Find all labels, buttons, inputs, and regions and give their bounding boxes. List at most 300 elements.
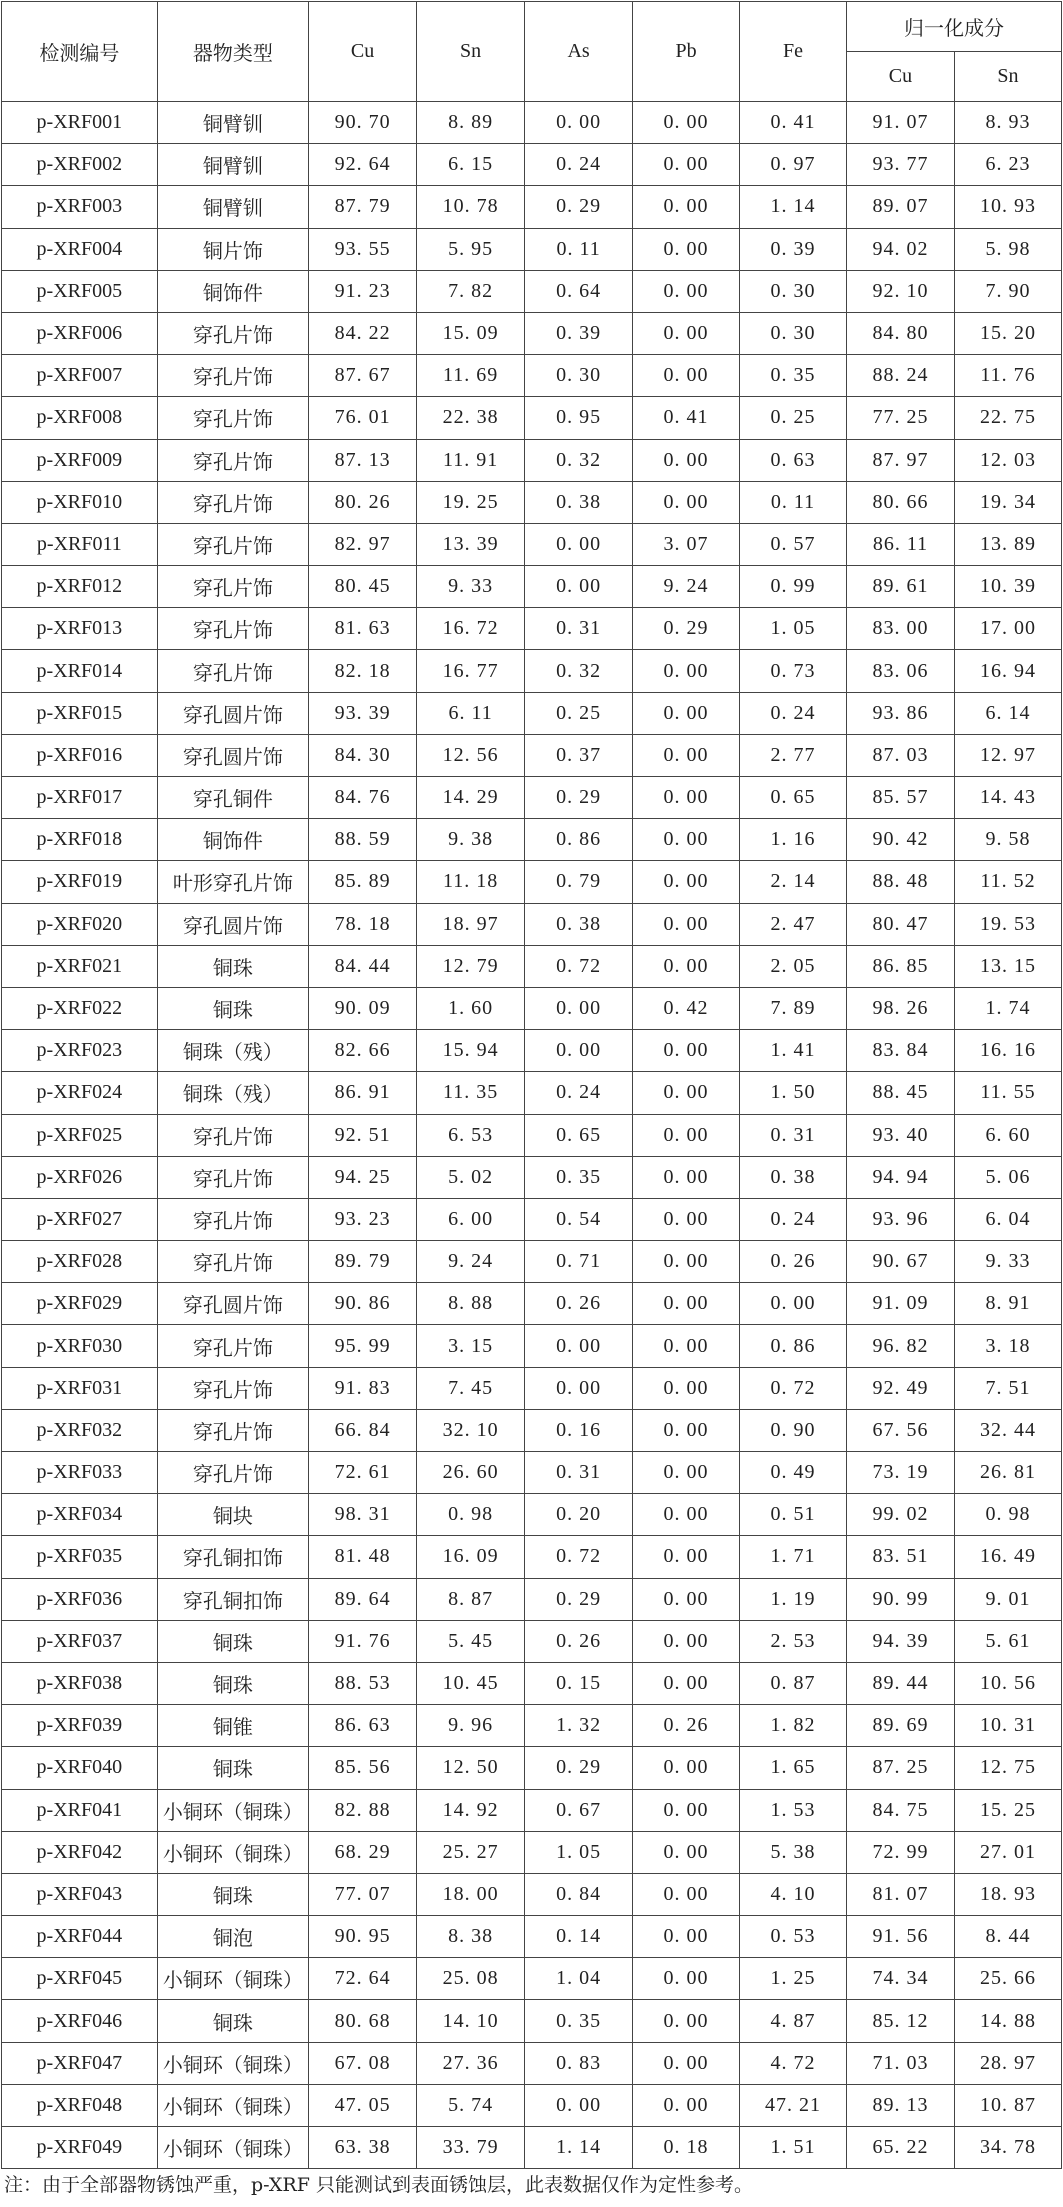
cell-pb: 0. 00 [633, 945, 740, 987]
cell-type: 小铜环（铜珠） [157, 2127, 308, 2169]
cell-sn: 14. 10 [417, 2000, 525, 2042]
cell-as: 0. 30 [525, 355, 633, 397]
cell-as: 0. 00 [525, 987, 633, 1029]
cell-pb: 0. 41 [633, 397, 740, 439]
table-row [2, 650, 1062, 692]
cell-normalized-cu: 93. 77 [846, 144, 954, 186]
cell-as: 0. 72 [525, 945, 633, 987]
cell-id: p-XRF013 [2, 608, 158, 650]
cell-as: 0. 14 [525, 1916, 633, 1958]
cell-fe: 0. 73 [740, 650, 847, 692]
table-row [2, 2042, 1062, 2084]
cell-id: p-XRF029 [2, 1283, 158, 1325]
cell-fe: 4. 10 [740, 1873, 847, 1915]
cell-id: p-XRF015 [2, 692, 158, 734]
cell-type: 穿孔铜件 [157, 777, 308, 819]
table-row [2, 481, 1062, 523]
cell-cu: 93. 55 [309, 228, 417, 270]
cell-fe: 0. 39 [740, 228, 847, 270]
cell-pb: 0. 00 [633, 692, 740, 734]
table-body [2, 102, 1062, 2169]
cell-type: 铜锥 [157, 1705, 308, 1747]
cell-pb: 0. 29 [633, 608, 740, 650]
table-row [2, 1452, 1062, 1494]
cell-fe: 0. 38 [740, 1156, 847, 1198]
cell-normalized-cu: 88. 45 [846, 1072, 954, 1114]
cell-pb: 0. 00 [633, 1198, 740, 1240]
cell-type: 穿孔圆片饰 [157, 1283, 308, 1325]
cell-id: p-XRF039 [2, 1705, 158, 1747]
cell-fe: 7. 89 [740, 987, 847, 1029]
cell-normalized-sn: 5. 98 [954, 228, 1061, 270]
cell-type: 穿孔片饰 [157, 355, 308, 397]
table-row [2, 1536, 1062, 1578]
cell-normalized-cu: 90. 42 [846, 819, 954, 861]
cell-cu: 87. 13 [309, 439, 417, 481]
cell-type: 穿孔片饰 [157, 1156, 308, 1198]
header-normalized-sn: Sn [954, 52, 1061, 102]
cell-sn: 25. 08 [417, 1958, 525, 2000]
header-pb: Pb [633, 2, 740, 102]
cell-normalized-cu: 84. 75 [846, 1789, 954, 1831]
table-row [2, 1494, 1062, 1536]
cell-normalized-sn: 16. 16 [954, 1030, 1061, 1072]
cell-type: 铜臂钏 [157, 102, 308, 144]
cell-id: p-XRF030 [2, 1325, 158, 1367]
cell-fe: 0. 63 [740, 439, 847, 481]
cell-type: 小铜环（铜珠） [157, 2042, 308, 2084]
cell-id: p-XRF009 [2, 439, 158, 481]
cell-fe: 0. 31 [740, 1114, 847, 1156]
cell-pb: 0. 00 [633, 144, 740, 186]
table-row [2, 1409, 1062, 1451]
table-row [2, 945, 1062, 987]
cell-pb: 0. 18 [633, 2127, 740, 2169]
cell-pb: 0. 00 [633, 903, 740, 945]
cell-normalized-cu: 89. 44 [846, 1662, 954, 1704]
cell-type: 小铜环（铜珠） [157, 2084, 308, 2126]
cell-normalized-sn: 6. 14 [954, 692, 1061, 734]
cell-id: p-XRF034 [2, 1494, 158, 1536]
table-row [2, 1831, 1062, 1873]
table-row [2, 397, 1062, 439]
cell-fe: 0. 86 [740, 1325, 847, 1367]
cell-normalized-sn: 27. 01 [954, 1831, 1061, 1873]
table-row [2, 777, 1062, 819]
cell-fe: 1. 19 [740, 1578, 847, 1620]
cell-as: 0. 29 [525, 1578, 633, 1620]
xrf-results-table [1, 1, 1062, 2169]
header-cu: Cu [309, 2, 417, 102]
cell-sn: 12. 50 [417, 1747, 525, 1789]
cell-normalized-sn: 9. 33 [954, 1241, 1061, 1283]
cell-fe: 1. 82 [740, 1705, 847, 1747]
cell-type: 铜珠（残） [157, 1072, 308, 1114]
cell-cu: 72. 61 [309, 1452, 417, 1494]
table-row [2, 1662, 1062, 1704]
cell-as: 0. 39 [525, 312, 633, 354]
cell-id: p-XRF028 [2, 1241, 158, 1283]
cell-id: p-XRF035 [2, 1536, 158, 1578]
cell-normalized-sn: 32. 44 [954, 1409, 1061, 1451]
cell-cu: 90. 09 [309, 987, 417, 1029]
cell-normalized-sn: 15. 20 [954, 312, 1061, 354]
cell-type: 穿孔片饰 [157, 312, 308, 354]
cell-id: p-XRF011 [2, 523, 158, 565]
cell-fe: 0. 99 [740, 566, 847, 608]
cell-sn: 9. 33 [417, 566, 525, 608]
cell-cu: 67. 08 [309, 2042, 417, 2084]
cell-type: 铜珠 [157, 945, 308, 987]
cell-normalized-sn: 12. 75 [954, 1747, 1061, 1789]
cell-fe: 2. 77 [740, 734, 847, 776]
cell-cu: 85. 89 [309, 861, 417, 903]
cell-cu: 88. 53 [309, 1662, 417, 1704]
cell-cu: 76. 01 [309, 397, 417, 439]
cell-sn: 11. 91 [417, 439, 525, 481]
table-row [2, 861, 1062, 903]
cell-type: 穿孔片饰 [157, 566, 308, 608]
cell-as: 0. 31 [525, 1452, 633, 1494]
cell-id: p-XRF033 [2, 1452, 158, 1494]
cell-normalized-sn: 25. 66 [954, 1958, 1061, 2000]
cell-as: 0. 86 [525, 819, 633, 861]
cell-cu: 95. 99 [309, 1325, 417, 1367]
cell-as: 0. 72 [525, 1536, 633, 1578]
table-header [2, 2, 1062, 102]
cell-as: 0. 32 [525, 439, 633, 481]
table-row [2, 1916, 1062, 1958]
cell-sn: 6. 15 [417, 144, 525, 186]
table-row [2, 102, 1062, 144]
cell-fe: 1. 41 [740, 1030, 847, 1072]
cell-id: p-XRF012 [2, 566, 158, 608]
table-row [2, 2084, 1062, 2126]
cell-sn: 8. 89 [417, 102, 525, 144]
table-row [2, 2000, 1062, 2042]
table-row [2, 903, 1062, 945]
cell-id: p-XRF016 [2, 734, 158, 776]
header-id: 检测编号 [2, 2, 158, 102]
cell-id: p-XRF022 [2, 987, 158, 1029]
cell-normalized-sn: 14. 43 [954, 777, 1061, 819]
cell-id: p-XRF032 [2, 1409, 158, 1451]
cell-sn: 16. 09 [417, 1536, 525, 1578]
cell-sn: 32. 10 [417, 1409, 525, 1451]
cell-normalized-sn: 13. 15 [954, 945, 1061, 987]
header-as: As [525, 2, 633, 102]
cell-normalized-sn: 10. 87 [954, 2084, 1061, 2126]
cell-cu: 68. 29 [309, 1831, 417, 1873]
cell-fe: 0. 35 [740, 355, 847, 397]
cell-normalized-sn: 16. 49 [954, 1536, 1061, 1578]
cell-normalized-sn: 7. 51 [954, 1367, 1061, 1409]
cell-fe: 2. 53 [740, 1620, 847, 1662]
cell-as: 1. 04 [525, 1958, 633, 2000]
cell-as: 0. 31 [525, 608, 633, 650]
table-row [2, 1958, 1062, 2000]
cell-type: 穿孔片饰 [157, 439, 308, 481]
cell-type: 穿孔片饰 [157, 481, 308, 523]
cell-sn: 33. 79 [417, 2127, 525, 2169]
cell-as: 0. 00 [525, 1030, 633, 1072]
cell-fe: 0. 49 [740, 1452, 847, 1494]
cell-sn: 8. 87 [417, 1578, 525, 1620]
cell-type: 穿孔片饰 [157, 1452, 308, 1494]
cell-pb: 0. 00 [633, 777, 740, 819]
cell-pb: 0. 00 [633, 1072, 740, 1114]
cell-as: 0. 71 [525, 1241, 633, 1283]
cell-pb: 0. 00 [633, 312, 740, 354]
cell-fe: 1. 16 [740, 819, 847, 861]
cell-as: 0. 29 [525, 1747, 633, 1789]
cell-type: 穿孔圆片饰 [157, 734, 308, 776]
cell-sn: 25. 27 [417, 1831, 525, 1873]
cell-type: 穿孔圆片饰 [157, 692, 308, 734]
cell-type: 铜珠 [157, 2000, 308, 2042]
cell-id: p-XRF047 [2, 2042, 158, 2084]
cell-id: p-XRF049 [2, 2127, 158, 2169]
cell-as: 0. 15 [525, 1662, 633, 1704]
cell-type: 穿孔片饰 [157, 608, 308, 650]
cell-normalized-cu: 67. 56 [846, 1409, 954, 1451]
cell-pb: 0. 00 [633, 228, 740, 270]
cell-normalized-cu: 71. 03 [846, 2042, 954, 2084]
cell-as: 0. 38 [525, 903, 633, 945]
cell-cu: 90. 95 [309, 1916, 417, 1958]
cell-normalized-cu: 91. 09 [846, 1283, 954, 1325]
cell-normalized-cu: 91. 56 [846, 1916, 954, 1958]
cell-fe: 0. 25 [740, 397, 847, 439]
cell-as: 0. 26 [525, 1283, 633, 1325]
cell-normalized-sn: 6. 04 [954, 1198, 1061, 1240]
cell-cu: 88. 59 [309, 819, 417, 861]
table-row [2, 1578, 1062, 1620]
cell-sn: 19. 25 [417, 481, 525, 523]
cell-type: 叶形穿孔片饰 [157, 861, 308, 903]
table-row [2, 1705, 1062, 1747]
cell-normalized-cu: 87. 97 [846, 439, 954, 481]
cell-sn: 6. 11 [417, 692, 525, 734]
cell-cu: 90. 70 [309, 102, 417, 144]
cell-normalized-cu: 83. 00 [846, 608, 954, 650]
cell-cu: 63. 38 [309, 2127, 417, 2169]
cell-normalized-cu: 85. 57 [846, 777, 954, 819]
cell-fe: 0. 41 [740, 102, 847, 144]
cell-as: 1. 32 [525, 1705, 633, 1747]
cell-cu: 86. 63 [309, 1705, 417, 1747]
cell-type: 小铜环（铜珠） [157, 1831, 308, 1873]
cell-as: 0. 26 [525, 1620, 633, 1662]
cell-cu: 94. 25 [309, 1156, 417, 1198]
cell-as: 0. 24 [525, 1072, 633, 1114]
cell-normalized-sn: 10. 31 [954, 1705, 1061, 1747]
cell-id: p-XRF024 [2, 1072, 158, 1114]
cell-fe: 0. 26 [740, 1241, 847, 1283]
cell-id: p-XRF010 [2, 481, 158, 523]
cell-sn: 8. 88 [417, 1283, 525, 1325]
cell-sn: 11. 18 [417, 861, 525, 903]
cell-id: p-XRF002 [2, 144, 158, 186]
cell-type: 穿孔片饰 [157, 1241, 308, 1283]
cell-normalized-sn: 16. 94 [954, 650, 1061, 692]
cell-normalized-cu: 94. 39 [846, 1620, 954, 1662]
cell-fe: 1. 71 [740, 1536, 847, 1578]
cell-pb: 0. 00 [633, 2000, 740, 2042]
cell-as: 0. 35 [525, 2000, 633, 2042]
table-row [2, 439, 1062, 481]
cell-as: 0. 83 [525, 2042, 633, 2084]
cell-sn: 6. 53 [417, 1114, 525, 1156]
cell-id: p-XRF043 [2, 1873, 158, 1915]
cell-fe: 1. 50 [740, 1072, 847, 1114]
cell-pb: 0. 00 [633, 1283, 740, 1325]
cell-normalized-sn: 12. 03 [954, 439, 1061, 481]
cell-pb: 0. 00 [633, 481, 740, 523]
table-row [2, 1198, 1062, 1240]
cell-normalized-sn: 34. 78 [954, 2127, 1061, 2169]
cell-cu: 89. 79 [309, 1241, 417, 1283]
cell-pb: 0. 00 [633, 1916, 740, 1958]
cell-type: 穿孔片饰 [157, 523, 308, 565]
cell-cu: 98. 31 [309, 1494, 417, 1536]
cell-normalized-cu: 77. 25 [846, 397, 954, 439]
cell-sn: 9. 96 [417, 1705, 525, 1747]
cell-type: 铜珠 [157, 1662, 308, 1704]
cell-normalized-cu: 83. 84 [846, 1030, 954, 1072]
cell-as: 0. 29 [525, 186, 633, 228]
cell-normalized-cu: 98. 26 [846, 987, 954, 1029]
cell-normalized-cu: 83. 51 [846, 1536, 954, 1578]
cell-pb: 0. 00 [633, 1662, 740, 1704]
cell-as: 0. 00 [525, 566, 633, 608]
table-row [2, 312, 1062, 354]
cell-sn: 12. 56 [417, 734, 525, 776]
table-row [2, 1873, 1062, 1915]
cell-type: 铜珠 [157, 987, 308, 1029]
cell-cu: 93. 39 [309, 692, 417, 734]
cell-cu: 82. 97 [309, 523, 417, 565]
cell-sn: 5. 45 [417, 1620, 525, 1662]
cell-type: 小铜环（铜珠） [157, 1789, 308, 1831]
cell-cu: 92. 51 [309, 1114, 417, 1156]
cell-pb: 3. 07 [633, 523, 740, 565]
cell-normalized-cu: 92. 49 [846, 1367, 954, 1409]
cell-cu: 87. 67 [309, 355, 417, 397]
cell-type: 铜珠（残） [157, 1030, 308, 1072]
cell-normalized-cu: 88. 24 [846, 355, 954, 397]
cell-cu: 92. 64 [309, 144, 417, 186]
cell-as: 0. 79 [525, 861, 633, 903]
cell-cu: 82. 66 [309, 1030, 417, 1072]
table-row [2, 987, 1062, 1029]
cell-type: 穿孔片饰 [157, 1325, 308, 1367]
table-row [2, 1156, 1062, 1198]
cell-pb: 0. 00 [633, 1831, 740, 1873]
cell-id: p-XRF001 [2, 102, 158, 144]
cell-sn: 11. 69 [417, 355, 525, 397]
cell-cu: 85. 56 [309, 1747, 417, 1789]
cell-pb: 0. 00 [633, 1367, 740, 1409]
cell-sn: 27. 36 [417, 2042, 525, 2084]
cell-pb: 0. 00 [633, 1494, 740, 1536]
table-row [2, 1241, 1062, 1283]
cell-normalized-cu: 85. 12 [846, 2000, 954, 2042]
cell-id: p-XRF006 [2, 312, 158, 354]
cell-as: 0. 00 [525, 1367, 633, 1409]
cell-normalized-sn: 8. 44 [954, 1916, 1061, 1958]
cell-fe: 0. 51 [740, 1494, 847, 1536]
cell-type: 铜臂钏 [157, 186, 308, 228]
cell-fe: 1. 53 [740, 1789, 847, 1831]
cell-sn: 14. 29 [417, 777, 525, 819]
table-row [2, 523, 1062, 565]
cell-normalized-sn: 10. 56 [954, 1662, 1061, 1704]
cell-id: p-XRF020 [2, 903, 158, 945]
cell-normalized-cu: 89. 61 [846, 566, 954, 608]
cell-as: 0. 35 [525, 1156, 633, 1198]
cell-sn: 0. 98 [417, 1494, 525, 1536]
cell-normalized-sn: 9. 58 [954, 819, 1061, 861]
table-row [2, 734, 1062, 776]
cell-as: 0. 67 [525, 1789, 633, 1831]
cell-normalized-cu: 87. 25 [846, 1747, 954, 1789]
cell-sn: 10. 45 [417, 1662, 525, 1704]
cell-as: 0. 38 [525, 481, 633, 523]
cell-normalized-cu: 93. 40 [846, 1114, 954, 1156]
cell-fe: 1. 25 [740, 1958, 847, 2000]
table-row [2, 1325, 1062, 1367]
cell-id: p-XRF014 [2, 650, 158, 692]
cell-pb: 0. 00 [633, 270, 740, 312]
cell-id: p-XRF017 [2, 777, 158, 819]
cell-pb: 9. 24 [633, 566, 740, 608]
cell-normalized-sn: 11. 76 [954, 355, 1061, 397]
cell-pb: 0. 00 [633, 439, 740, 481]
cell-pb: 0. 00 [633, 1747, 740, 1789]
table-row [2, 819, 1062, 861]
cell-fe: 0. 87 [740, 1662, 847, 1704]
cell-normalized-sn: 18. 93 [954, 1873, 1061, 1915]
cell-type: 铜饰件 [157, 270, 308, 312]
header-type: 器物类型 [157, 2, 308, 102]
cell-fe: 0. 30 [740, 312, 847, 354]
cell-normalized-cu: 99. 02 [846, 1494, 954, 1536]
cell-cu: 47. 05 [309, 2084, 417, 2126]
cell-normalized-sn: 3. 18 [954, 1325, 1061, 1367]
table-row [2, 144, 1062, 186]
cell-fe: 2. 05 [740, 945, 847, 987]
table-footnote: 注：由于全部器物锈蚀严重，p-XRF 只能测试到表面锈蚀层，此表数据仅作为定性参考。 [4, 2174, 753, 2196]
cell-normalized-sn: 15. 25 [954, 1789, 1061, 1831]
cell-normalized-sn: 26. 81 [954, 1452, 1061, 1494]
cell-cu: 84. 76 [309, 777, 417, 819]
cell-cu: 80. 68 [309, 2000, 417, 2042]
cell-normalized-cu: 92. 10 [846, 270, 954, 312]
cell-cu: 84. 30 [309, 734, 417, 776]
cell-pb: 0. 00 [633, 734, 740, 776]
cell-normalized-cu: 74. 34 [846, 1958, 954, 2000]
cell-cu: 66. 84 [309, 1409, 417, 1451]
cell-pb: 0. 00 [633, 1325, 740, 1367]
cell-fe: 1. 51 [740, 2127, 847, 2169]
table-row [2, 1747, 1062, 1789]
cell-normalized-sn: 19. 34 [954, 481, 1061, 523]
cell-normalized-sn: 17. 00 [954, 608, 1061, 650]
cell-type: 穿孔铜扣饰 [157, 1536, 308, 1578]
header-normalized-cu: Cu [846, 52, 954, 102]
cell-pb: 0. 00 [633, 819, 740, 861]
